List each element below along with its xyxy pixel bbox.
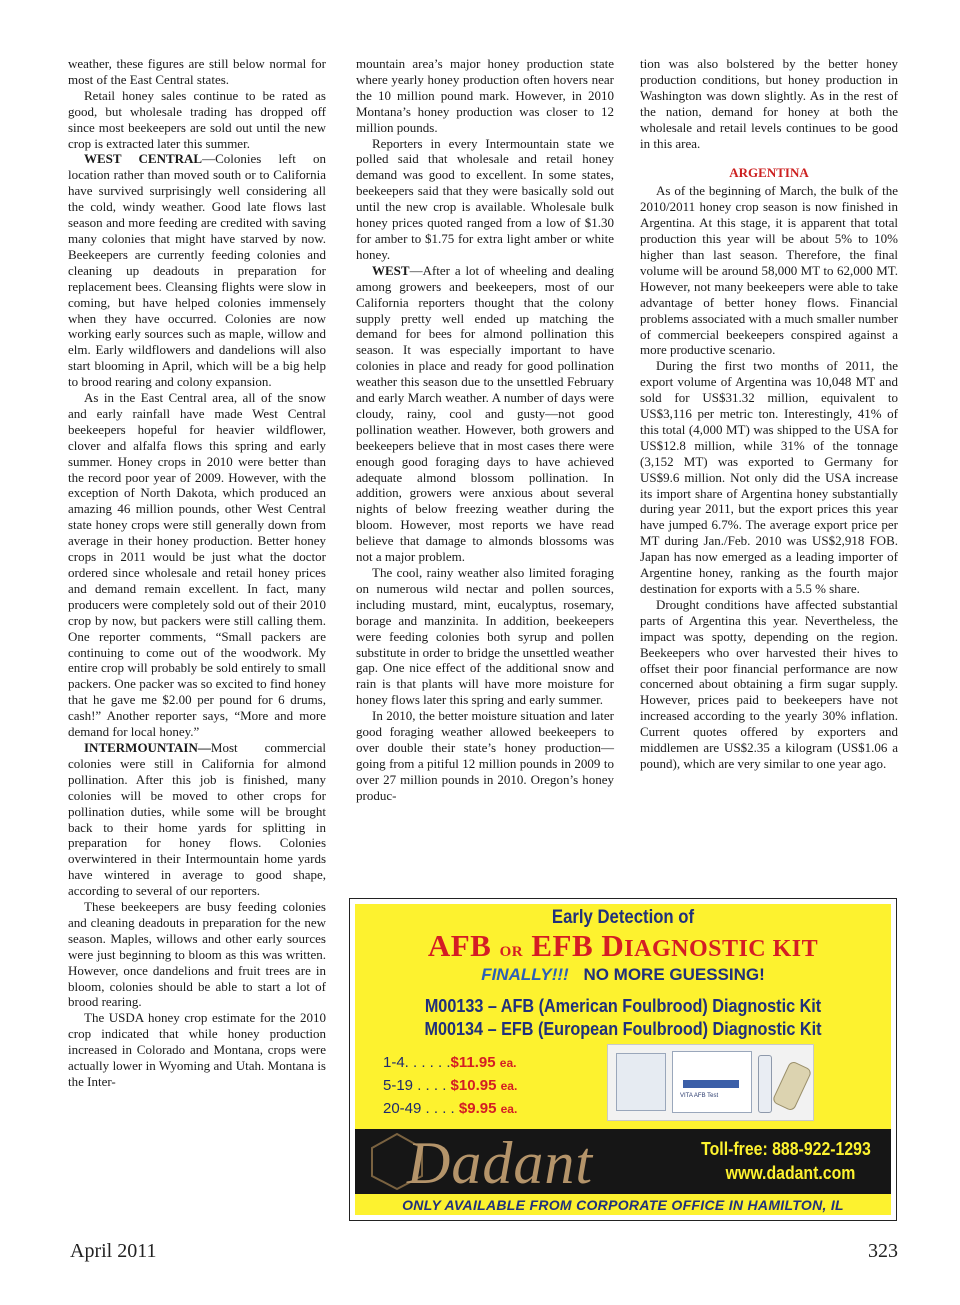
paragraph bbox=[640, 358, 898, 597]
ad-finally: FINALLY!!! bbox=[481, 965, 569, 984]
kit-test-card-image bbox=[672, 1051, 752, 1113]
price-amount: $11.95 bbox=[450, 1054, 496, 1071]
paragraph-text: mountain area’s major honey production state where yearly honey production often hovers near the 10 million pound mark. However, in 2010 Montana’s honey production was closer to 12 million pounds. bbox=[356, 56, 614, 135]
paragraph-text: Drought conditions have affected substantial parts of Argentina this year. Nevertheless, the impact was spotty, depending on the region. Beekeepers who over harvested their hives to offset their poor financial performance are now concerned about obtaining a firm sugar supply. However, prices paid to beekeepers have not increased according to the yearly 30% inflation. Current quotes offered by exporters and middlemen are US$2.35 a kilogram (US$1.06 a pound), which are very similar to one year ago. bbox=[640, 596, 898, 771]
price-unit: ea. bbox=[499, 1056, 517, 1070]
paragraph bbox=[356, 136, 614, 263]
paragraph-text: As of the beginning of March, the bulk of the 2010/2011 honey crop season is now finished in Argentina. At this stage, it is apparent that total production this year will be about 5% to 10% higher than last season. Therefore, the final volume will be around 58,000 MT to 62,000 MT. However, not many beekeepers were able to take advantage of better honey flows. Financial problems associated with a much smaller number of commercial beekeepers conspired against a more productive scenario. bbox=[640, 183, 898, 358]
ad-top-line: Early Detection of bbox=[551, 907, 695, 928]
paragraph bbox=[356, 263, 614, 565]
paragraph-text: tion was also bolstered by the better honey production conditions, but honey production in Washington was down slightly. As in the rest of the nation, demand for honey at both the wholesale and retail levels continues to be good in this area. bbox=[640, 56, 898, 151]
region-heading: INTERMOUNTAIN— bbox=[84, 739, 211, 755]
paragraph bbox=[68, 1010, 326, 1090]
paragraph-text: In 2010, the better moisture situation and later good foraging weather allowed beekeepers to over double their state’s honey production—going from a pitiful 12 million pounds in 2009 to over 27 million pounds in 2010. Oregon’s honey produc- bbox=[356, 708, 614, 803]
price-unit: ea. bbox=[500, 1102, 518, 1116]
paragraph-text: —After a lot of wheeling and dealing among growers and beekeepers, most of our California reporters thought that the colony supply pretty well ended up matching the demand for bees for almond pollination this season. It was especially important to have colonies in place and ready for good pollination weather this season due to the unsettled February and early March weather. A number of days were cloudy, rainy, cool and gusty—not good pollination weather. However, both growers and beekeepers believe that in most cases there were enough good foraging days to have achieved adequate almond blossom pollination. In addition, growers were anxious about several nights of below freezing weather during the bloom. However, most reports we have read believe that damage to almonds blossoms was not a major problem. bbox=[356, 262, 614, 565]
ad-title-rest: IAGNOSTIC KIT bbox=[624, 936, 819, 962]
paragraph-text: During the first two months of 2011, the export volume of Argentina was 10,048 MT and sold for US$31.32 million, equivalent to US$3,116 per metric ton. Interestingly, 41% of this total (4,000 MT) was shipped to the USA for US$12.8 million, while 31% of the tonnage (3,152 MT) was exported to Germany for US$9.6 million. Not only did the USA increase its import share of Argentina honey substantially during year 2011, but the export prices this year have jumped 6.7%. The average export price per MT during Jan./Feb. 2010 was US$2,918 FOB. Japan has now emerged as a leading importer of Argentine honey, ranking as the fourth major destination for exports with a 5.5 % share. bbox=[640, 358, 898, 596]
paragraph bbox=[68, 88, 326, 152]
paragraph bbox=[356, 565, 614, 708]
dadant-band bbox=[355, 1129, 891, 1194]
paragraph-text: These beekeepers are busy feeding colonies and cleaning deadouts in preparation for the new season. Maples, willows and other early sources were just beginning to bloom as this was written. However, once dandelions and fruit trees are in bloom, colonies should be able to start a lot of brood rearing. bbox=[68, 899, 326, 1010]
price-row bbox=[383, 1054, 516, 1071]
ad-product-afb: M00133 – AFB (American Foulbrood) Diagnostic Kit bbox=[424, 996, 822, 1016]
advertisement[interactable] bbox=[349, 898, 897, 1221]
ad-availability-note: ONLY AVAILABLE FROM CORPORATE OFFICE IN HAMILTON, IL bbox=[402, 1197, 844, 1213]
paragraph bbox=[356, 708, 614, 803]
region-heading: WEST CENTRAL bbox=[84, 151, 203, 167]
dadant-logo-text: Dadant bbox=[407, 1130, 593, 1196]
paragraph-text: As in the East Central area, all of the snow and early rainfall have made West Central beekeepers hopeful for heavier wildflower, clover and alfalfa flows this spring and early summer. Honey crops in 2010 were better than the record poor year of 2009. However, with the exception of North Dakota, which produced an amazing 46 million pounds, other West Central state honey crops were still generally down from average in their honey production. Better honey crops in 2011 would be just what the doctor ordered since wholesale and retail honey prices and demand remain excellent. In fact, many producers were completely sold out of their 2010 crop by now, but packers were still calling them. One reporter comments, “Small packers are continuing to come out of the woodwork. My entire crop will probably be sold entirely to small packers. One packer was so excited to find honey that he gave me $2.00 per pound for 6 drums, cash!” Another reporter says, “More and more demand for local honey.” bbox=[68, 390, 326, 740]
paragraph bbox=[640, 183, 898, 358]
paragraph bbox=[68, 390, 326, 740]
kit-pouch-image bbox=[616, 1053, 666, 1111]
paragraph bbox=[68, 151, 326, 390]
section-heading: ARGENTINA bbox=[729, 165, 809, 181]
footer-date: April 2011 bbox=[70, 1240, 157, 1262]
ad-product-efb: M00134 – EFB (European Foulbrood) Diagnostic Kit bbox=[424, 1019, 822, 1039]
dadant-logo[interactable] bbox=[367, 1130, 679, 1196]
kit-swab-image bbox=[771, 1060, 812, 1112]
paragraph-text: —Colonies left on location rather than moved south or to California have survived surprisingly well considering all the cold, windy weather. Good late flows last season and more feeding are credited with saving many colonies that might have starved by now. Beekeepers are currently feeding colonies and cleaning up deadouts in preparation for replacement bees. Cleansing flights were slow in coming, but have helped colonies immensely when they have occurred. Colonies are now working early sources such as maple, willow and elm. Early wildflowers and dandelions will also start blooming in April, which will be a big help to brood rearing and colony expansion. bbox=[68, 151, 327, 390]
price-qty: 20-49 . . . . bbox=[383, 1100, 455, 1117]
kit-tube-image bbox=[758, 1055, 772, 1113]
paragraph-text: The USDA honey crop estimate for the 2010 crop indicated that while honey production increased in Colorado and Montana, crops were actually lower in Wyoming and Utah. Montana is the Inter- bbox=[68, 1010, 326, 1089]
diagnostic-kit-image bbox=[607, 1044, 814, 1121]
toll-free-number[interactable]: Toll-free: 888-922-1293 bbox=[701, 1139, 871, 1159]
ad-title-or: OR bbox=[499, 944, 524, 960]
paragraph-text: Retail honey sales continue to be rated as good, but wholesale trading has dropped off since most beekeepers are sold out until the new crop is extracted later this summer. bbox=[68, 87, 326, 151]
paragraph bbox=[356, 56, 614, 136]
price-unit: ea. bbox=[500, 1079, 518, 1093]
paragraph bbox=[640, 56, 898, 151]
ad-panel bbox=[355, 904, 891, 1215]
paragraph-text: Most commercial colonies were still in California for almond pollination. After this job is finished, many colonies will be moved to other crops for pollination duties, while some will be brought back to their home yards for splitting in preparation for honey flows. Colonies overwintered in their Intermountain home yards have wintered in average to good shape, according to several of our reporters. bbox=[68, 739, 326, 899]
paragraph bbox=[640, 597, 898, 772]
paragraph bbox=[68, 740, 326, 899]
ad-title-d: D bbox=[601, 928, 625, 963]
kit-label: VITA AFB Test bbox=[680, 1093, 719, 1099]
text-column-2 bbox=[356, 56, 614, 804]
price-qty: 1-4. . . . . . bbox=[383, 1054, 451, 1071]
ad-title bbox=[355, 928, 891, 964]
price-amount: $10.95 bbox=[450, 1077, 497, 1094]
ad-no-more-guessing: NO MORE GUESSING! bbox=[583, 965, 765, 984]
page-number: 323 bbox=[868, 1240, 898, 1262]
price-row bbox=[383, 1100, 517, 1117]
ad-finally-line bbox=[355, 965, 891, 985]
paragraph bbox=[68, 56, 326, 88]
paragraph bbox=[68, 899, 326, 1010]
text-column-1 bbox=[68, 56, 326, 1090]
ad-title-efb: EFB bbox=[531, 928, 594, 963]
paragraph-text: weather, these figures are still below normal for most of the East Central states. bbox=[68, 56, 326, 87]
ad-title-afb: AFB bbox=[427, 928, 492, 963]
text-column-3 bbox=[640, 56, 898, 772]
paragraph-text: The cool, rainy weather also limited foraging on numerous wild nectar and pollen sources, including mustard, mint, eucalyptus, rosemary, borage and manzinita. In addition, beekeepers were feeding colonies both syrup and pollen substitute in order to bridge the unsettled weather gap. One nice effect of the additional snow and rain is that plants will have more moisture for honey flows later this spring and early summer. bbox=[356, 565, 614, 708]
price-amount: $9.95 bbox=[458, 1100, 497, 1117]
price-qty: 5-19 . . . . bbox=[383, 1077, 447, 1094]
region-heading: WEST bbox=[372, 262, 410, 278]
price-row bbox=[383, 1077, 517, 1094]
paragraph-text: Reporters in every Intermountain state we polled said that wholesale and retail honey demand was good to excellent. In some states, beekeepers said that they were basically sold out until the new crop is available. Wholesale bulk honey prices quoted ranged from a low of $1.30 for amber to $1.75 for extra light amber or white honey. bbox=[356, 135, 614, 262]
website-link[interactable]: www.dadant.com bbox=[725, 1163, 855, 1183]
